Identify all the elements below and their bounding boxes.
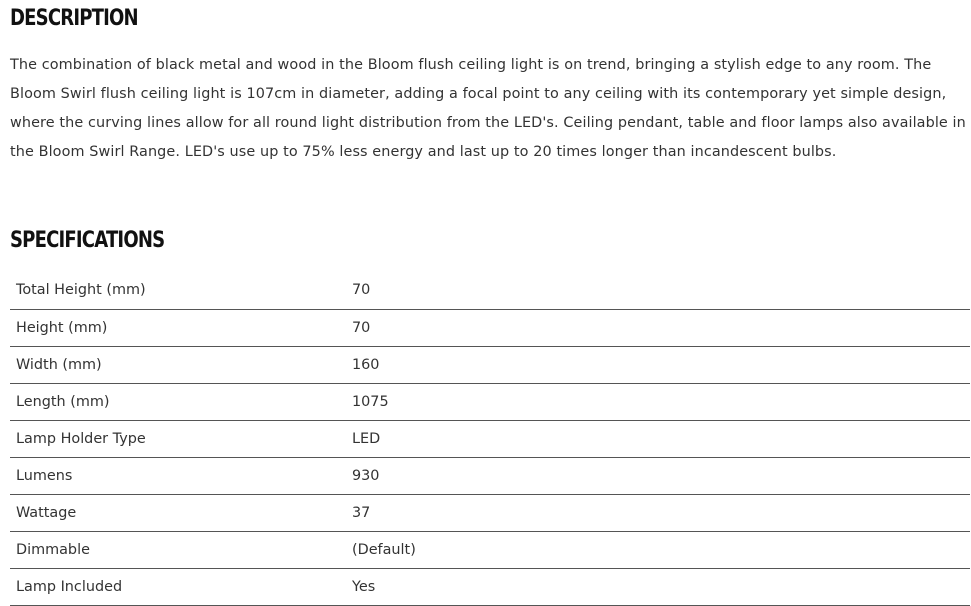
spec-value: 37 <box>346 494 970 531</box>
spec-value: 1075 <box>346 383 970 420</box>
spec-value: (Default) <box>346 531 970 568</box>
spec-value: 70 <box>346 309 970 346</box>
spec-label: Wattage <box>10 494 346 531</box>
spec-label: Total Height (mm) <box>10 272 346 309</box>
spec-value: 70 <box>346 272 970 309</box>
specifications-table <box>10 272 970 606</box>
spec-value: LED <box>346 420 970 457</box>
spec-row-wattage <box>10 494 970 531</box>
specifications-heading: SPECIFICATIONS <box>10 228 165 253</box>
spec-value: 160 <box>346 346 970 383</box>
spec-value: Yes <box>346 568 970 605</box>
spec-label: Width (mm) <box>10 346 346 383</box>
spec-label: Lamp Included <box>10 568 346 605</box>
spec-row-height <box>10 309 970 346</box>
spec-label: Lumens <box>10 457 346 494</box>
spec-label: Lamp Holder Type <box>10 420 346 457</box>
spec-label: Length (mm) <box>10 383 346 420</box>
spec-row-lamp-holder-type <box>10 420 970 457</box>
spec-row-total-height <box>10 272 970 309</box>
spec-row-lumens <box>10 457 970 494</box>
spec-value: 930 <box>346 457 970 494</box>
spec-row-width <box>10 346 970 383</box>
spec-label: Height (mm) <box>10 309 346 346</box>
spec-row-dimmable <box>10 531 970 568</box>
spec-row-length <box>10 383 970 420</box>
description-heading: DESCRIPTION <box>10 6 138 31</box>
spec-row-lamp-included <box>10 568 970 605</box>
spec-label: Dimmable <box>10 531 346 568</box>
description-text: The combination of black metal and wood in the Bloom flush ceiling light is on trend, bringing a stylish edge to any room. The Bloom Swirl flush ceiling light is 107cm in diameter, adding a focal point to any ceiling with its contemporary yet simple design, where the curving lines allow for all round light distribution from the LED's. Ceiling pendant, table and floor lamps also available in the Bloom Swirl Range. LED's use up to 75% less energy and last up to 20 times longer than incandescent bulbs. <box>10 57 966 160</box>
